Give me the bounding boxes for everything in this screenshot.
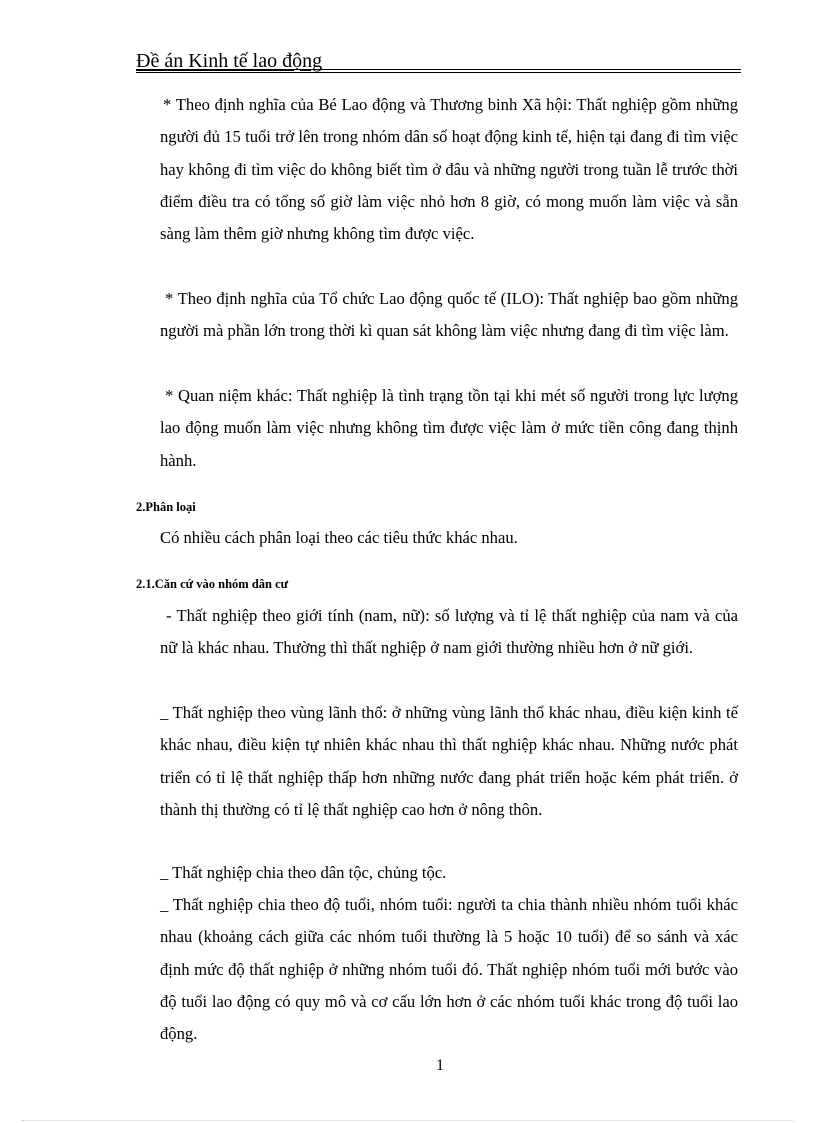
document-title: Đề án Kinh tế lao động — [136, 50, 323, 72]
definition-paragraph-ilo: * Theo định nghĩa của Tổ chức Lao động quốc tế (ILO): Thất nghiệp bao gồm những người mà phần lớn trong thời kì quan sát không làm việc nhưng đang đi tìm việc làm. — [160, 289, 738, 341]
page-bottom-divider — [22, 1120, 794, 1121]
definition-paragraph-other: * Quan niệm khác: Thất nghiệp là tình trạng tồn tại khi mét số người trong lực lượng lao động muốn làm việc nhưng không tìm được việc làm ở mức tiền công đang thịnh hành. — [160, 386, 738, 470]
list-item-ethnicity: _ Thất nghiệp chia theo dân tộc, chủng tộc. — [160, 863, 447, 882]
list-item-region: _ Thất nghiệp theo vùng lãnh thổ: ở những vùng lãnh thổ khác nhau, điều kiện kinh tế khác nhau, điều kiện tự nhiên khác nhau thì thất nghiệp khác nhau. Những nước phát triển có tỉ lệ thất nghiệp thấp hơn những nước đang phát triển hoặc kém phát triển. ở thành thị thường có tỉ lệ thất nghiệp cao hơn ở nông thôn. — [160, 703, 738, 819]
header-rule-top — [136, 69, 741, 70]
section-heading-classification: 2.Phân loại — [136, 500, 196, 514]
list-item-gender: - Thất nghiệp theo giới tính (nam, nữ): số lượng và tỉ lệ thất nghiệp của nam và của nữ là khác nhau. Thường thì thất nghiệp ở nam giới thường nhiều hơn ở nữ giới. — [160, 606, 738, 658]
page-number: 1 — [436, 1057, 444, 1074]
classification-intro: Có nhiều cách phân loại theo các tiêu thức khác nhau. — [160, 528, 518, 547]
page-header — [136, 50, 741, 74]
list-item-age-group: _ Thất nghiệp chia theo độ tuổi, nhóm tuổi: người ta chia thành nhiều nhóm tuổi khác nhau (khoảng cách giữa các nhóm tuổi thường là 5 hoặc 10 tuổi) để so sánh và xác định mức độ thất nghiệp ở những nhóm tuổi đó. Thất nghiệp nhóm tuổi mới bước vào độ tuổi lao động có quy mô và cơ cấu lớn hơn ở các nhóm tuổi khác trong độ tuổi lao động. — [160, 895, 738, 1044]
definition-paragraph-molisa: * Theo định nghĩa của Bé Lao động và Thương binh Xã hội: Thất nghiệp gồm những người đủ 15 tuổi trở lên trong nhóm dân số hoạt động kinh tế, hiện tại đang đi tìm việc hay không đi tìm việc do không biết tìm ở đâu và những người trong tuần lễ trước thời điểm điều tra có tổng số giờ làm việc nhỏ hơn 8 giờ, có mong muốn làm việc và sẵn sàng làm thêm giờ nhưng không tìm được việc. — [160, 95, 738, 244]
section-heading-population-group: 2.1.Căn cứ vào nhóm dân cư — [136, 577, 289, 591]
header-rule-bottom — [136, 72, 741, 73]
